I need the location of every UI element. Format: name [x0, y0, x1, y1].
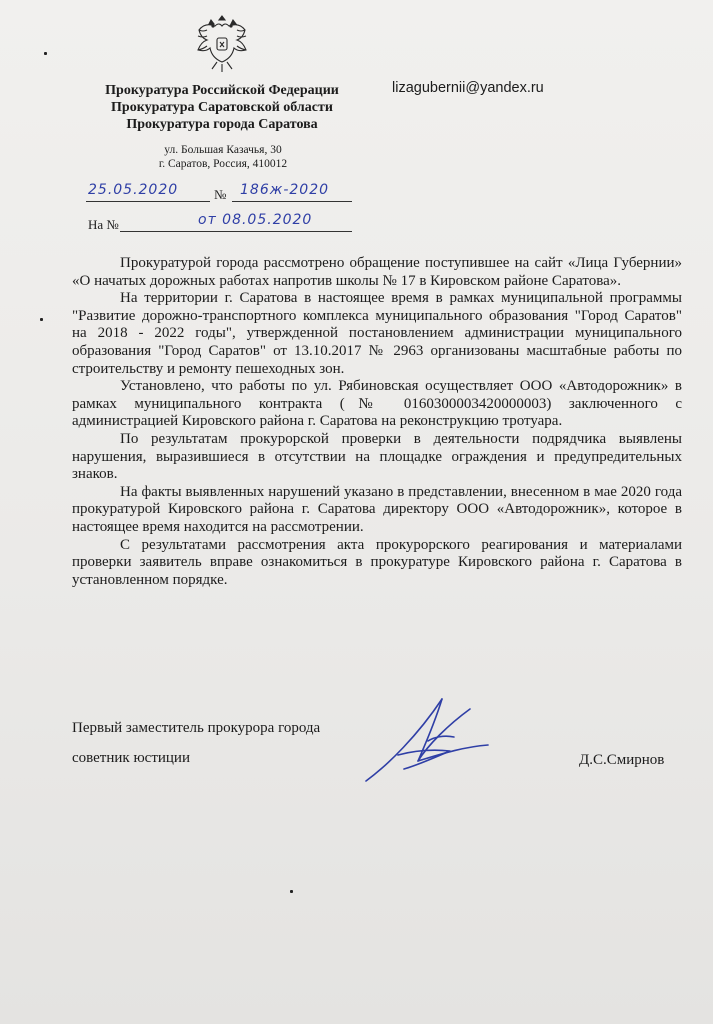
reply-to-label: На №	[88, 217, 119, 232]
paragraph-violations: По результатам прокурорской проверки в деятельности подрядчика выявлены нарушения, выразившиеся в отсутствии на площадке ограждения и предупредительных знаков.	[72, 430, 682, 483]
org-line-federation: Прокуратура Российской Федерации	[105, 83, 339, 98]
scan-speck	[44, 52, 47, 55]
letter-body	[72, 255, 682, 589]
paragraph-program: На территории г. Саратова в настоящее время в рамках муниципальной программы "Развитие дорожно-транспортного комплекса муниципального образования "Город Саратов" на 2018 - 2022 годы", утвержденной постановлением администрации муниципального образования "Город Саратов" от 13.10.2017 № 2963 организованы масштабные работы по строительству и ремонту пешеходных зон.	[72, 290, 682, 377]
double-headed-eagle-emblem-icon	[193, 12, 251, 74]
paragraph-representation: На факты выявленных нарушений указано в представлении, внесенном в мае 2020 года прокуратурой Кировского района г. Саратова директору ООО «Автодорожник», которое в настоящее время находится на рассмотрении.	[72, 483, 682, 535]
date-underline	[86, 201, 210, 202]
scan-speck	[290, 890, 293, 893]
outgoing-number: 186ж-2020	[240, 182, 330, 198]
org-line-region: Прокуратура Саратовской области	[111, 100, 333, 115]
paragraph-contractor: Установлено, что работы по ул. Рябиновская осуществляет ООО «Автодорожник» в рамках муниципального контракта (№ 0160300003420000003) заключенного с администрацией Кировского района г. Саратова на реконструкцию тротуара.	[72, 378, 682, 430]
paragraph-appeal: Прокуратурой города рассмотрено обращение поступившее на сайт «Лица Губернии» «О начатых дорожных работах напротив школы № 17 в Кировском районе Саратова».	[72, 255, 682, 289]
number-underline	[232, 201, 352, 202]
reply-reference: от 08.05.2020	[198, 212, 313, 228]
org-line-city: Прокуратура города Саратова	[126, 117, 318, 132]
signatory-rank: советник юстиции	[72, 750, 190, 766]
address-city: г. Саратов, Россия, 410012	[158, 158, 288, 170]
number-sign: №	[214, 187, 227, 202]
signatory-name: Д.С.Смирнов	[579, 752, 665, 768]
recipient-email: lizagubernii@yandex.ru	[392, 80, 544, 96]
outgoing-date: 25.05.2020	[88, 182, 179, 198]
paragraph-review-rights: С результатами рассмотрения акта прокурорского реагирования и материалами проверки заявитель вправе ознакомиться в прокуратуре Кировского района г. Саратова в установленном порядке.	[72, 536, 682, 588]
issuing-organization	[62, 82, 382, 133]
signatory-position: Первый заместитель прокурора города	[72, 720, 321, 736]
organization-address	[128, 143, 318, 171]
handwritten-signature-icon	[358, 695, 498, 787]
address-street: ул. Большая Казачья, 30	[164, 144, 282, 156]
scan-speck	[40, 318, 43, 321]
reply-underline	[120, 231, 352, 232]
